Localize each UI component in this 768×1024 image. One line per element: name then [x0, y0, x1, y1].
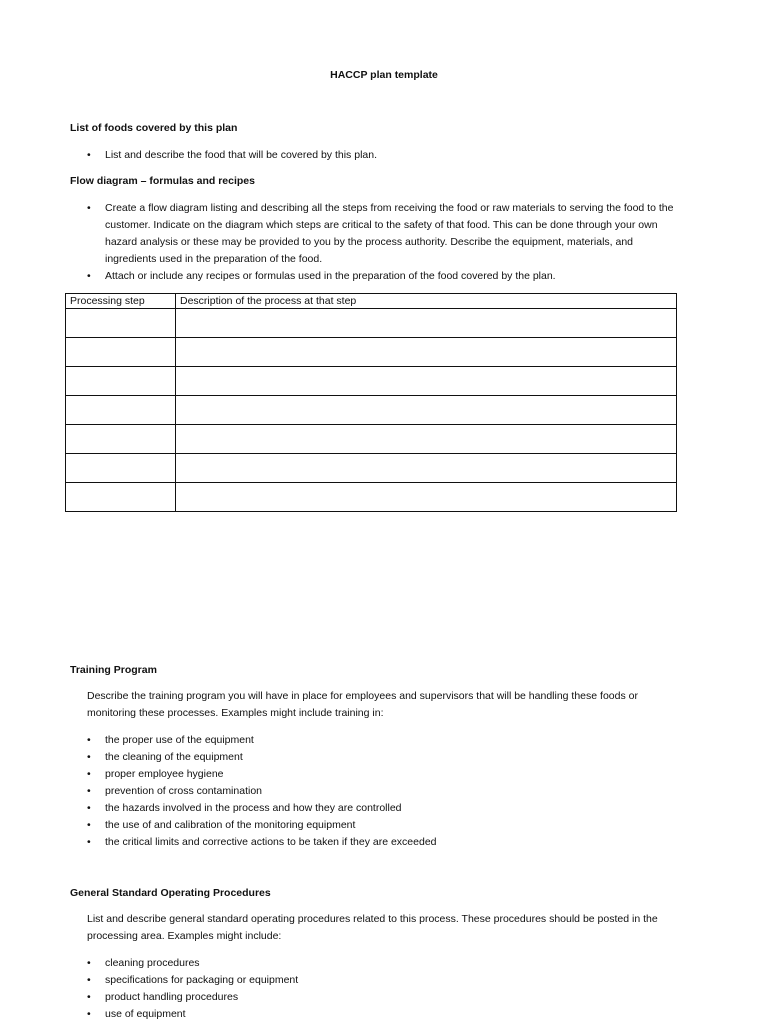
table-row [66, 454, 677, 483]
table-row [66, 483, 677, 512]
table-row [66, 338, 677, 367]
table-cell[interactable] [66, 338, 176, 367]
table-cell[interactable] [176, 309, 677, 338]
table-cell[interactable] [66, 309, 176, 338]
page-title: HACCP plan template [330, 69, 438, 81]
flow-list [87, 200, 687, 285]
list-item: • the use of and calibration of the monitoring equipment [87, 817, 687, 834]
list-item: • Create a flow diagram listing and describing all the steps from receiving the food or raw materials to serving the food to the customer. Indicate on the diagram which steps are critical to the safety of that food. This can be done through your own hazard analysis or these may be provided to you by the process authority. Describe the equipment, materials, and ingredients used in the preparation of the food. [87, 200, 687, 268]
sop-list [87, 955, 687, 1023]
table-cell[interactable] [176, 425, 677, 454]
table-row [66, 309, 677, 338]
list-item: • Attach or include any recipes or formulas used in the preparation of the food covered by the plan. [87, 268, 687, 285]
table-cell[interactable] [176, 367, 677, 396]
table-cell[interactable] [66, 454, 176, 483]
list-item: • cleaning procedures [87, 955, 687, 972]
processing-steps-table [65, 293, 677, 512]
list-item: • the critical limits and corrective actions to be taken if they are exceeded [87, 834, 687, 851]
list-item: • prevention of cross contamination [87, 783, 687, 800]
list-item: • List and describe the food that will be covered by this plan. [87, 147, 687, 164]
list-item: • the cleaning of the equipment [87, 749, 687, 766]
foods-list [87, 147, 687, 164]
list-item: • proper employee hygiene [87, 766, 687, 783]
table-cell[interactable] [66, 396, 176, 425]
table-row [66, 425, 677, 454]
table-row [66, 367, 677, 396]
table-cell[interactable] [176, 396, 677, 425]
training-heading: Training Program [70, 664, 157, 676]
sop-heading: General Standard Operating Procedures [70, 887, 271, 899]
training-intro: Describe the training program you will have in place for employees and supervisors that will be handling these foods or monitoring these processes. Examples might include training in: [87, 690, 638, 719]
table-header-row [66, 294, 677, 309]
list-item: • use of equipment [87, 1006, 687, 1023]
table-cell[interactable] [176, 483, 677, 512]
column-header-description: Description of the process at that step [176, 294, 677, 309]
table-cell[interactable] [176, 338, 677, 367]
table-cell[interactable] [66, 483, 176, 512]
flow-heading: Flow diagram – formulas and recipes [70, 175, 255, 187]
list-item: • specifications for packaging or equipment [87, 972, 687, 989]
list-item: • the hazards involved in the process and how they are controlled [87, 800, 687, 817]
column-header-processing-step: Processing step [66, 294, 176, 309]
table-row [66, 396, 677, 425]
list-item: • the proper use of the equipment [87, 732, 687, 749]
table-cell[interactable] [66, 425, 176, 454]
list-item: • product handling procedures [87, 989, 687, 1006]
table-cell[interactable] [176, 454, 677, 483]
table-cell[interactable] [66, 367, 176, 396]
foods-heading: List of foods covered by this plan [70, 122, 238, 134]
sop-intro: List and describe general standard operating procedures related to this process. These procedures should be posted in the processing area. Examples might include: [87, 913, 658, 942]
training-list [87, 732, 687, 851]
